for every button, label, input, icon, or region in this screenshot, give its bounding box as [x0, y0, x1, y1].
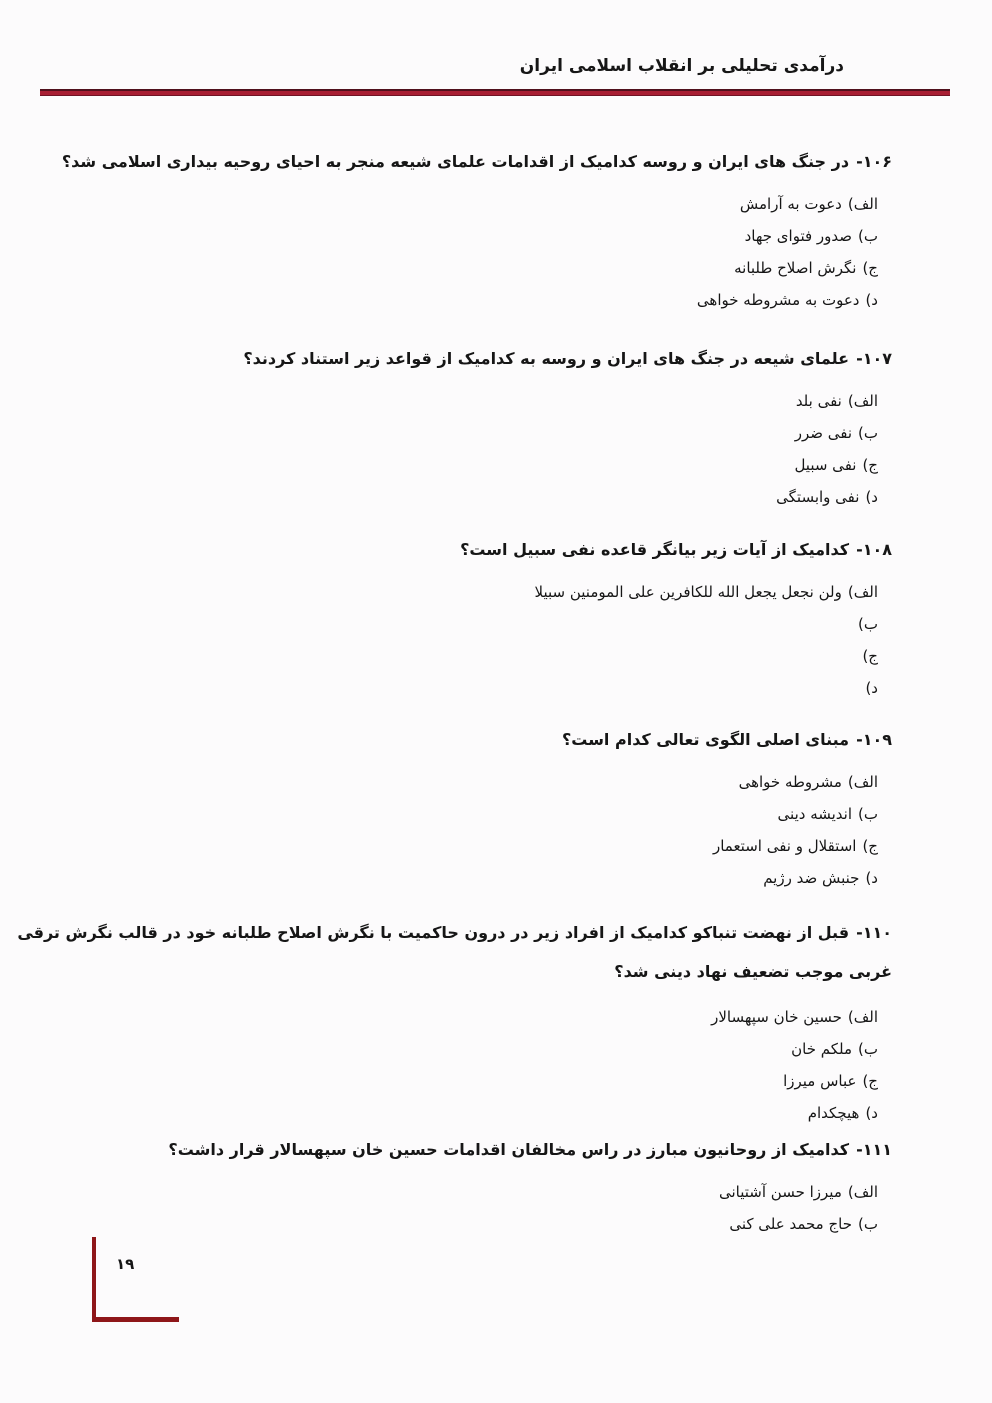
question-text: کدامیک از آیات زیر بیانگر قاعده نفی سبیل است؟	[460, 540, 850, 559]
option-row	[30, 1065, 878, 1097]
question-text: کدامیک از روحانیون مبارز در راس مخالفان اقدامات حسین خان سپهسالار قرار داشت؟	[168, 1140, 850, 1159]
options-list	[30, 576, 878, 704]
question-text-line2: غربی موجب تضعیف نهاد دینی شد؟	[614, 962, 892, 981]
option-text: اندیشه دینی	[777, 805, 853, 823]
option-row	[30, 284, 878, 316]
question-heading	[30, 347, 892, 371]
question-text-line1: قبل از نهضت تنباکو کدامیک از افراد زیر در درون حاکمیت با نگرش اصلاح طلبانه خود در قالب نگرش ترقی	[17, 923, 850, 942]
option-text: هیچکدام	[807, 1104, 860, 1122]
option-label: ب)	[858, 1215, 878, 1233]
option-label: الف)	[847, 583, 878, 601]
option-row	[30, 481, 878, 513]
option-row	[30, 576, 878, 608]
question-106	[30, 150, 892, 316]
option-label: الف)	[847, 195, 878, 213]
option-row	[30, 672, 878, 704]
option-label: د)	[865, 869, 878, 887]
option-text: نفی بلد	[795, 392, 842, 410]
option-text: ملکم خان	[791, 1040, 853, 1058]
option-row	[30, 417, 878, 449]
option-row	[30, 640, 878, 672]
option-label: الف)	[847, 1008, 878, 1026]
question-number: ۱۰۷-	[856, 349, 892, 368]
question-heading	[30, 538, 892, 562]
option-row	[30, 385, 878, 417]
option-text: نفی سبیل	[794, 456, 857, 474]
option-text: نگرش اصلاح طلبانه	[734, 259, 857, 277]
option-text: دعوت به مشروطه خواهی	[696, 291, 860, 309]
question-number: ۱۰۸-	[856, 540, 892, 559]
option-label: ب)	[858, 227, 878, 245]
option-text: نفی وابستگی	[776, 488, 860, 506]
options-list	[30, 766, 878, 894]
option-row	[30, 1208, 878, 1240]
question-heading	[30, 728, 892, 752]
option-text: صدور فتوای جهاد	[744, 227, 853, 245]
option-text: ولن نجعل یجعل الله للکافرین علی المومنین سبیلا	[534, 583, 842, 601]
option-text: نفی ضرر	[794, 424, 853, 442]
question-number: ۱۰۹-	[856, 730, 892, 749]
option-label: ج)	[862, 456, 878, 474]
option-label: ج)	[862, 1072, 878, 1090]
option-label: د)	[865, 291, 878, 309]
option-row	[30, 608, 878, 640]
question-text: مبنای اصلی الگوی تعالی کدام است؟	[561, 730, 850, 749]
option-row	[30, 766, 878, 798]
option-label: ج)	[862, 259, 878, 277]
option-row	[30, 188, 878, 220]
option-row	[30, 798, 878, 830]
option-row	[30, 830, 878, 862]
option-label: ب)	[858, 805, 878, 823]
option-row	[30, 1001, 878, 1033]
option-label: الف)	[847, 392, 878, 410]
question-text: علمای شیعه در جنگ های ایران و روسه به کدامیک از قواعد زیر استناد کردند؟	[243, 349, 850, 368]
question-111	[30, 1138, 892, 1240]
option-label: ب)	[858, 424, 878, 442]
option-label: ج)	[862, 837, 878, 855]
option-text: عباس میرزا	[783, 1072, 857, 1090]
option-label: ب)	[858, 1040, 878, 1058]
question-heading	[30, 1138, 892, 1162]
option-text: جنبش ضد رژیم	[763, 869, 860, 887]
option-row	[30, 449, 878, 481]
question-107	[30, 347, 892, 513]
option-row	[30, 1176, 878, 1208]
options-list	[30, 188, 878, 316]
option-label: د)	[865, 679, 878, 697]
option-label: الف)	[847, 1183, 878, 1201]
option-text: استقلال و نفی استعمار	[712, 837, 857, 855]
corner-mark-horizontal	[94, 1317, 179, 1322]
question-heading	[30, 150, 892, 174]
options-list	[30, 1001, 878, 1129]
question-heading	[17, 913, 892, 991]
option-row	[30, 252, 878, 284]
option-text: حسین خان سپهسالار	[711, 1008, 842, 1026]
option-text: مشروطه خواهی	[738, 773, 842, 791]
option-row	[30, 1033, 878, 1065]
option-text: حاج محمد علی کنی	[729, 1215, 853, 1233]
page-title: درآمدی تحلیلی بر انقلاب اسلامی ایران	[519, 56, 844, 76]
option-label: ج)	[862, 647, 878, 665]
page-number: ۱۹	[116, 1255, 135, 1273]
option-label: الف)	[847, 773, 878, 791]
question-text: در جنگ های ایران و روسه کدامیک از اقدامات علمای شیعه منجر به احیای روحیه بیداری اسلامی شد؟	[61, 152, 850, 171]
options-list	[30, 385, 878, 513]
question-108	[30, 538, 892, 704]
option-row	[30, 1097, 878, 1129]
question-number: ۱۰۶-	[856, 152, 892, 171]
option-row	[30, 862, 878, 894]
options-list	[30, 1176, 878, 1240]
header-divider-rule	[40, 89, 950, 96]
question-number: ۱۱۱-	[856, 1140, 892, 1159]
corner-mark-vertical	[92, 1237, 96, 1322]
question-number: ۱۱۰-	[856, 923, 892, 942]
option-label: ب)	[858, 615, 878, 633]
option-label: د)	[865, 1104, 878, 1122]
option-row	[30, 220, 878, 252]
option-text: دعوت به آرامش	[739, 195, 842, 213]
question-110	[17, 913, 892, 1129]
option-text: میرزا حسن آشتیانی	[718, 1183, 842, 1201]
option-label: د)	[865, 488, 878, 506]
question-109	[30, 728, 892, 894]
